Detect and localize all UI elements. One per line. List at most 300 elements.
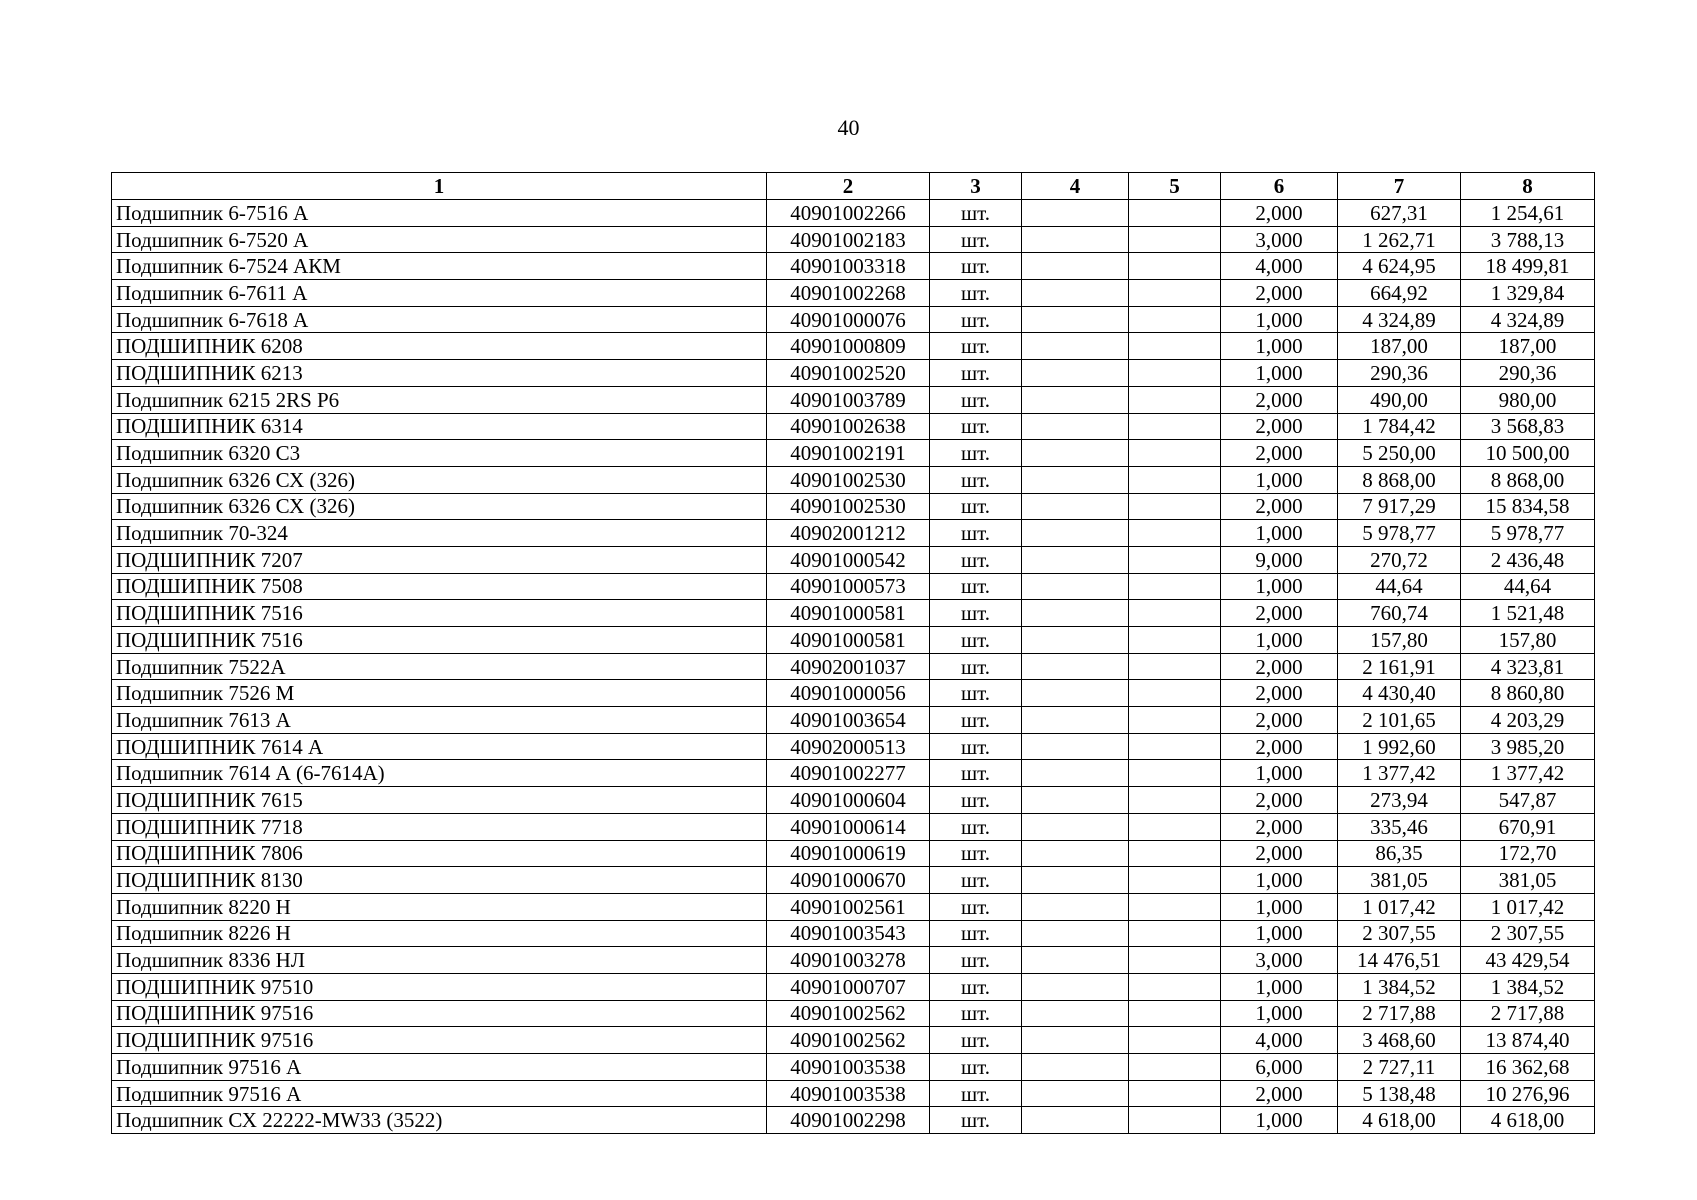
table-row [112, 680, 1595, 707]
item-code-cell: 40901002562 [767, 1027, 930, 1054]
quantity-cell: 2,000 [1221, 493, 1338, 520]
item-code-cell: 40901002191 [767, 440, 930, 467]
col5-cell [1129, 413, 1221, 440]
col5-cell [1129, 707, 1221, 734]
col4-cell [1022, 973, 1129, 1000]
col4-cell [1022, 707, 1129, 734]
item-name-cell: Подшипник 6326 СХ (326) [112, 466, 767, 493]
col4-cell [1022, 813, 1129, 840]
col4-cell [1022, 627, 1129, 654]
price-cell: 2 727,11 [1338, 1054, 1461, 1081]
item-code-cell: 40901000573 [767, 573, 930, 600]
table-row [112, 787, 1595, 814]
table-row [112, 733, 1595, 760]
col4-cell [1022, 1000, 1129, 1027]
item-name-cell: Подшипник 7522А [112, 653, 767, 680]
col5-cell [1129, 1054, 1221, 1081]
amount-cell: 3 985,20 [1461, 733, 1595, 760]
unit-cell: шт. [930, 360, 1022, 387]
col5-cell [1129, 733, 1221, 760]
table-row [112, 520, 1595, 547]
table-row [112, 600, 1595, 627]
price-cell: 381,05 [1338, 867, 1461, 894]
column-header: 7 [1338, 173, 1461, 200]
col5-cell [1129, 973, 1221, 1000]
amount-cell: 5 978,77 [1461, 520, 1595, 547]
col4-cell [1022, 840, 1129, 867]
table-row [112, 840, 1595, 867]
col4-cell [1022, 653, 1129, 680]
price-cell: 273,94 [1338, 787, 1461, 814]
item-code-cell: 40901002277 [767, 760, 930, 787]
amount-cell: 15 834,58 [1461, 493, 1595, 520]
unit-cell: шт. [930, 707, 1022, 734]
col4-cell [1022, 787, 1129, 814]
quantity-cell: 2,000 [1221, 707, 1338, 734]
price-cell: 490,00 [1338, 386, 1461, 413]
item-name-cell: ПОДШИПНИК 97516 [112, 1000, 767, 1027]
quantity-cell: 2,000 [1221, 680, 1338, 707]
price-cell: 2 161,91 [1338, 653, 1461, 680]
col4-cell [1022, 733, 1129, 760]
item-name-cell: ПОДШИПНИК 6213 [112, 360, 767, 387]
price-cell: 157,80 [1338, 627, 1461, 654]
col4-cell [1022, 1080, 1129, 1107]
col5-cell [1129, 333, 1221, 360]
price-cell: 664,92 [1338, 280, 1461, 307]
quantity-cell: 1,000 [1221, 760, 1338, 787]
quantity-cell: 1,000 [1221, 920, 1338, 947]
col4-cell [1022, 360, 1129, 387]
table-row [112, 466, 1595, 493]
unit-cell: шт. [930, 893, 1022, 920]
unit-cell: шт. [930, 280, 1022, 307]
table-row [112, 1054, 1595, 1081]
item-name-cell: ПОДШИПНИК 7615 [112, 787, 767, 814]
table-row [112, 280, 1595, 307]
col5-cell [1129, 440, 1221, 467]
price-cell: 5 250,00 [1338, 440, 1461, 467]
item-code-cell: 40901002562 [767, 1000, 930, 1027]
amount-cell: 4 323,81 [1461, 653, 1595, 680]
col5-cell [1129, 600, 1221, 627]
item-code-cell: 40901002530 [767, 466, 930, 493]
quantity-cell: 4,000 [1221, 1027, 1338, 1054]
amount-cell: 157,80 [1461, 627, 1595, 654]
unit-cell: шт. [930, 1054, 1022, 1081]
unit-cell: шт. [930, 573, 1022, 600]
table-row [112, 653, 1595, 680]
item-code-cell: 40901003538 [767, 1054, 930, 1081]
col5-cell [1129, 226, 1221, 253]
amount-cell: 290,36 [1461, 360, 1595, 387]
col5-cell [1129, 520, 1221, 547]
item-name-cell: Подшипник 70-324 [112, 520, 767, 547]
col5-cell [1129, 680, 1221, 707]
unit-cell: шт. [930, 653, 1022, 680]
unit-cell: шт. [930, 386, 1022, 413]
quantity-cell: 1,000 [1221, 520, 1338, 547]
unit-cell: шт. [930, 600, 1022, 627]
table-row [112, 413, 1595, 440]
unit-cell: шт. [930, 947, 1022, 974]
price-cell: 14 476,51 [1338, 947, 1461, 974]
unit-cell: шт. [930, 546, 1022, 573]
table-row [112, 440, 1595, 467]
inventory-table [111, 172, 1595, 1134]
item-name-cell: Подшипник 6215 2RS P6 [112, 386, 767, 413]
item-code-cell: 40901000619 [767, 840, 930, 867]
item-name-cell: ПОДШИПНИК 7806 [112, 840, 767, 867]
table-body [112, 200, 1595, 1134]
amount-cell: 43 429,54 [1461, 947, 1595, 974]
col5-cell [1129, 466, 1221, 493]
column-header: 1 [112, 173, 767, 200]
column-header: 8 [1461, 173, 1595, 200]
unit-cell: шт. [930, 253, 1022, 280]
quantity-cell: 1,000 [1221, 1107, 1338, 1134]
col4-cell [1022, 333, 1129, 360]
quantity-cell: 1,000 [1221, 466, 1338, 493]
item-code-cell: 40901002266 [767, 200, 930, 227]
page-number: 40 [837, 115, 860, 140]
item-code-cell: 40901000614 [767, 813, 930, 840]
item-name-cell: Подшипник 6320 С3 [112, 440, 767, 467]
item-name-cell: Подшипник 7613 А [112, 707, 767, 734]
quantity-cell: 1,000 [1221, 360, 1338, 387]
amount-cell: 172,70 [1461, 840, 1595, 867]
col5-cell [1129, 893, 1221, 920]
item-name-cell: Подшипник 8336 НЛ [112, 947, 767, 974]
item-code-cell: 40901003543 [767, 920, 930, 947]
column-header: 4 [1022, 173, 1129, 200]
item-name-cell: Подшипник 97516 А [112, 1080, 767, 1107]
table-row [112, 707, 1595, 734]
quantity-cell: 1,000 [1221, 573, 1338, 600]
item-code-cell: 40901000056 [767, 680, 930, 707]
table-row [112, 306, 1595, 333]
item-code-cell: 40902001037 [767, 653, 930, 680]
amount-cell: 1 254,61 [1461, 200, 1595, 227]
table-row [112, 1080, 1595, 1107]
price-cell: 2 307,55 [1338, 920, 1461, 947]
unit-cell: шт. [930, 733, 1022, 760]
table-row [112, 947, 1595, 974]
amount-cell: 10 276,96 [1461, 1080, 1595, 1107]
col4-cell [1022, 760, 1129, 787]
col4-cell [1022, 947, 1129, 974]
column-header: 6 [1221, 173, 1338, 200]
table-row [112, 867, 1595, 894]
col4-cell [1022, 413, 1129, 440]
item-code-cell: 40901003278 [767, 947, 930, 974]
item-name-cell: ПОДШИПНИК 97510 [112, 973, 767, 1000]
quantity-cell: 6,000 [1221, 1054, 1338, 1081]
unit-cell: шт. [930, 520, 1022, 547]
unit-cell: шт. [930, 840, 1022, 867]
table-row [112, 813, 1595, 840]
table-row [112, 386, 1595, 413]
column-header: 3 [930, 173, 1022, 200]
amount-cell: 18 499,81 [1461, 253, 1595, 280]
col4-cell [1022, 920, 1129, 947]
quantity-cell: 2,000 [1221, 840, 1338, 867]
col5-cell [1129, 867, 1221, 894]
price-cell: 4 624,95 [1338, 253, 1461, 280]
item-name-cell: Подшипник 6-7524 АКМ [112, 253, 767, 280]
price-cell: 5 978,77 [1338, 520, 1461, 547]
item-code-cell: 40901002638 [767, 413, 930, 440]
item-name-cell: ПОДШИПНИК 7207 [112, 546, 767, 573]
item-code-cell: 40901000809 [767, 333, 930, 360]
col4-cell [1022, 493, 1129, 520]
col5-cell [1129, 200, 1221, 227]
col5-cell [1129, 787, 1221, 814]
amount-cell: 10 500,00 [1461, 440, 1595, 467]
table-row [112, 1107, 1595, 1134]
price-cell: 5 138,48 [1338, 1080, 1461, 1107]
unit-cell: шт. [930, 466, 1022, 493]
col4-cell [1022, 226, 1129, 253]
unit-cell: шт. [930, 333, 1022, 360]
item-code-cell: 40901003318 [767, 253, 930, 280]
item-name-cell: ПОДШИПНИК 8130 [112, 867, 767, 894]
unit-cell: шт. [930, 226, 1022, 253]
col5-cell [1129, 306, 1221, 333]
amount-cell: 1 329,84 [1461, 280, 1595, 307]
price-cell: 4 324,89 [1338, 306, 1461, 333]
quantity-cell: 3,000 [1221, 226, 1338, 253]
item-name-cell: ПОДШИПНИК 7508 [112, 573, 767, 600]
item-name-cell: Подшипник 6326 СХ (326) [112, 493, 767, 520]
item-name-cell: Подшипник 6-7618 А [112, 306, 767, 333]
quantity-cell: 2,000 [1221, 200, 1338, 227]
item-code-cell: 40901003654 [767, 707, 930, 734]
item-name-cell: Подшипник СХ 22222-MW33 (3522) [112, 1107, 767, 1134]
item-code-cell: 40901000076 [767, 306, 930, 333]
amount-cell: 1 521,48 [1461, 600, 1595, 627]
table-row [112, 893, 1595, 920]
amount-cell: 2 436,48 [1461, 546, 1595, 573]
item-code-cell: 40901002561 [767, 893, 930, 920]
col5-cell [1129, 627, 1221, 654]
item-code-cell: 40901000581 [767, 600, 930, 627]
quantity-cell: 2,000 [1221, 733, 1338, 760]
col5-cell [1129, 1027, 1221, 1054]
quantity-cell: 2,000 [1221, 600, 1338, 627]
amount-cell: 4 324,89 [1461, 306, 1595, 333]
col5-cell [1129, 1080, 1221, 1107]
col5-cell [1129, 546, 1221, 573]
item-code-cell: 40901002520 [767, 360, 930, 387]
col4-cell [1022, 386, 1129, 413]
item-name-cell: Подшипник 97516 А [112, 1054, 767, 1081]
item-name-cell: ПОДШИПНИК 7516 [112, 600, 767, 627]
price-cell: 8 868,00 [1338, 466, 1461, 493]
unit-cell: шт. [930, 973, 1022, 1000]
price-cell: 1 017,42 [1338, 893, 1461, 920]
unit-cell: шт. [930, 680, 1022, 707]
col4-cell [1022, 573, 1129, 600]
price-cell: 1 377,42 [1338, 760, 1461, 787]
amount-cell: 187,00 [1461, 333, 1595, 360]
amount-cell: 980,00 [1461, 386, 1595, 413]
item-name-cell: ПОДШИПНИК 6208 [112, 333, 767, 360]
item-code-cell: 40902001212 [767, 520, 930, 547]
item-name-cell: ПОДШИПНИК 7718 [112, 813, 767, 840]
price-cell: 1 262,71 [1338, 226, 1461, 253]
col5-cell [1129, 813, 1221, 840]
item-name-cell: Подшипник 6-7516 А [112, 200, 767, 227]
quantity-cell: 2,000 [1221, 1080, 1338, 1107]
col4-cell [1022, 1107, 1129, 1134]
amount-cell: 2 717,88 [1461, 1000, 1595, 1027]
price-cell: 627,31 [1338, 200, 1461, 227]
table-row [112, 200, 1595, 227]
quantity-cell: 9,000 [1221, 546, 1338, 573]
price-cell: 2 101,65 [1338, 707, 1461, 734]
price-cell: 44,64 [1338, 573, 1461, 600]
item-name-cell: Подшипник 6-7611 А [112, 280, 767, 307]
col4-cell [1022, 867, 1129, 894]
unit-cell: шт. [930, 413, 1022, 440]
col4-cell [1022, 440, 1129, 467]
price-cell: 187,00 [1338, 333, 1461, 360]
price-cell: 86,35 [1338, 840, 1461, 867]
amount-cell: 547,87 [1461, 787, 1595, 814]
price-cell: 290,36 [1338, 360, 1461, 387]
amount-cell: 4 203,29 [1461, 707, 1595, 734]
table-row [112, 1000, 1595, 1027]
amount-cell: 3 788,13 [1461, 226, 1595, 253]
price-cell: 1 384,52 [1338, 973, 1461, 1000]
col4-cell [1022, 1054, 1129, 1081]
unit-cell: шт. [930, 867, 1022, 894]
table-row [112, 253, 1595, 280]
quantity-cell: 2,000 [1221, 813, 1338, 840]
table-header-row [112, 173, 1595, 200]
item-code-cell: 40901000581 [767, 627, 930, 654]
item-name-cell: Подшипник 8220 Н [112, 893, 767, 920]
unit-cell: шт. [930, 306, 1022, 333]
price-cell: 760,74 [1338, 600, 1461, 627]
amount-cell: 4 618,00 [1461, 1107, 1595, 1134]
price-cell: 3 468,60 [1338, 1027, 1461, 1054]
price-cell: 270,72 [1338, 546, 1461, 573]
quantity-cell: 4,000 [1221, 253, 1338, 280]
table-row [112, 226, 1595, 253]
quantity-cell: 3,000 [1221, 947, 1338, 974]
table-row [112, 627, 1595, 654]
table-row [112, 760, 1595, 787]
price-cell: 1 992,60 [1338, 733, 1461, 760]
quantity-cell: 1,000 [1221, 627, 1338, 654]
quantity-cell: 2,000 [1221, 413, 1338, 440]
quantity-cell: 1,000 [1221, 1000, 1338, 1027]
price-cell: 4 618,00 [1338, 1107, 1461, 1134]
quantity-cell: 1,000 [1221, 973, 1338, 1000]
amount-cell: 670,91 [1461, 813, 1595, 840]
unit-cell: шт. [930, 493, 1022, 520]
unit-cell: шт. [930, 760, 1022, 787]
item-name-cell: Подшипник 8226 Н [112, 920, 767, 947]
col4-cell [1022, 893, 1129, 920]
col5-cell [1129, 760, 1221, 787]
item-name-cell: Подшипник 7614 А (6-7614А) [112, 760, 767, 787]
table-row [112, 333, 1595, 360]
table-row [112, 1027, 1595, 1054]
unit-cell: шт. [930, 440, 1022, 467]
item-code-cell: 40901003538 [767, 1080, 930, 1107]
item-code-cell: 40901002530 [767, 493, 930, 520]
col4-cell [1022, 280, 1129, 307]
item-name-cell: Подшипник 7526 М [112, 680, 767, 707]
item-code-cell: 40901002183 [767, 226, 930, 253]
item-code-cell: 40901000542 [767, 546, 930, 573]
item-code-cell: 40901002268 [767, 280, 930, 307]
amount-cell: 16 362,68 [1461, 1054, 1595, 1081]
col5-cell [1129, 653, 1221, 680]
unit-cell: шт. [930, 1000, 1022, 1027]
unit-cell: шт. [930, 1027, 1022, 1054]
amount-cell: 1 377,42 [1461, 760, 1595, 787]
price-cell: 335,46 [1338, 813, 1461, 840]
col5-cell [1129, 1107, 1221, 1134]
col4-cell [1022, 200, 1129, 227]
price-cell: 7 917,29 [1338, 493, 1461, 520]
col5-cell [1129, 920, 1221, 947]
unit-cell: шт. [930, 627, 1022, 654]
unit-cell: шт. [930, 1080, 1022, 1107]
price-cell: 4 430,40 [1338, 680, 1461, 707]
item-name-cell: ПОДШИПНИК 7614 А [112, 733, 767, 760]
item-code-cell: 40901000707 [767, 973, 930, 1000]
unit-cell: шт. [930, 1107, 1022, 1134]
col4-cell [1022, 1027, 1129, 1054]
col5-cell [1129, 947, 1221, 974]
column-header: 5 [1129, 173, 1221, 200]
amount-cell: 44,64 [1461, 573, 1595, 600]
amount-cell: 8 860,80 [1461, 680, 1595, 707]
item-name-cell: ПОДШИПНИК 6314 [112, 413, 767, 440]
table-row [112, 360, 1595, 387]
col5-cell [1129, 573, 1221, 600]
table-row [112, 546, 1595, 573]
col4-cell [1022, 546, 1129, 573]
col4-cell [1022, 680, 1129, 707]
quantity-cell: 1,000 [1221, 867, 1338, 894]
col5-cell [1129, 360, 1221, 387]
table-row [112, 973, 1595, 1000]
unit-cell: шт. [930, 920, 1022, 947]
price-cell: 2 717,88 [1338, 1000, 1461, 1027]
quantity-cell: 1,000 [1221, 333, 1338, 360]
amount-cell: 13 874,40 [1461, 1027, 1595, 1054]
table-row [112, 493, 1595, 520]
col4-cell [1022, 306, 1129, 333]
col4-cell [1022, 466, 1129, 493]
unit-cell: шт. [930, 813, 1022, 840]
quantity-cell: 2,000 [1221, 280, 1338, 307]
amount-cell: 1 017,42 [1461, 893, 1595, 920]
amount-cell: 3 568,83 [1461, 413, 1595, 440]
col5-cell [1129, 493, 1221, 520]
item-code-cell: 40901000670 [767, 867, 930, 894]
quantity-cell: 1,000 [1221, 893, 1338, 920]
item-name-cell: Подшипник 6-7520 А [112, 226, 767, 253]
quantity-cell: 2,000 [1221, 386, 1338, 413]
item-name-cell: ПОДШИПНИК 97516 [112, 1027, 767, 1054]
